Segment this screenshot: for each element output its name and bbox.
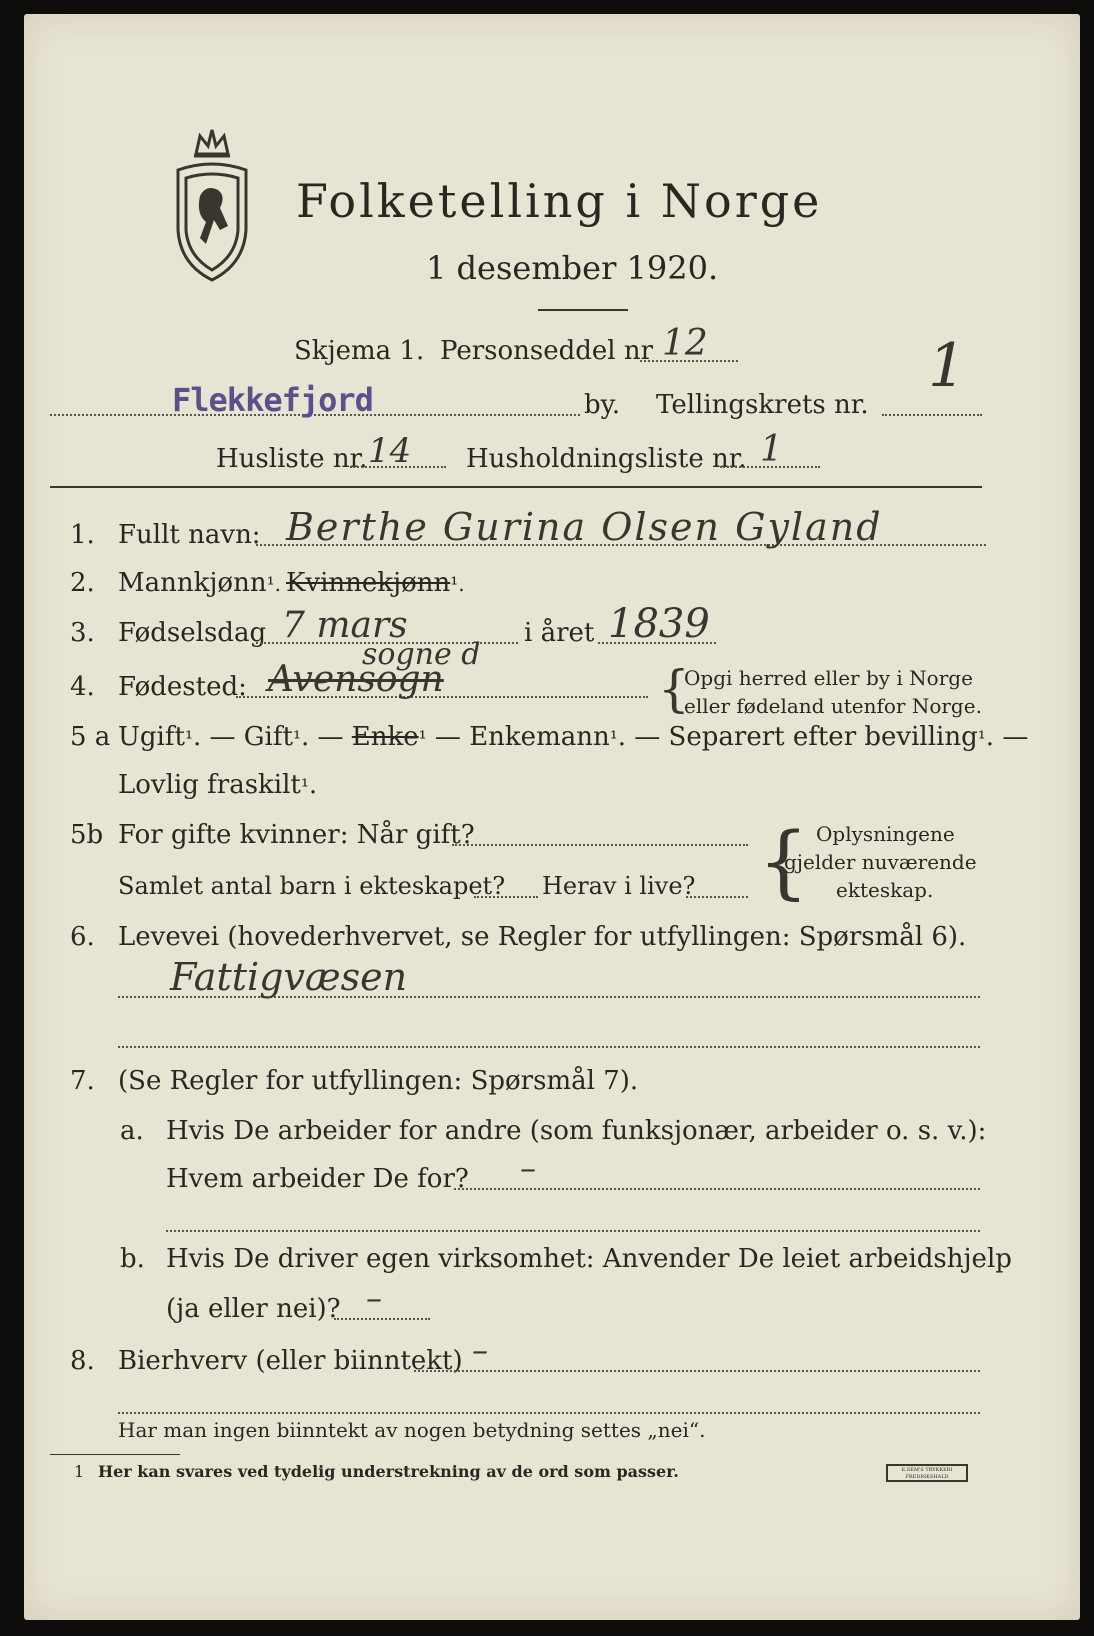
q4-note-line2: eller fødeland utenfor Norge. [684,694,982,718]
q3-year-value[interactable]: 1839 [608,601,710,647]
q6-value[interactable]: Fattigvæsen [170,955,408,999]
place-stamp: Flekkefjord [172,381,373,419]
q4-number: 4. [70,672,95,702]
q5a-number: 5 a [70,722,111,752]
q7-label: (Se Regler for utfyllingen: Spørsmål 7). [118,1066,639,1096]
q8-number: 8. [70,1346,95,1376]
footnote-mark: 1 [74,1462,85,1481]
q5b-note-line2: gjelder nuværende [784,850,977,874]
husliste-label: Husliste nr. [216,444,368,474]
q7b-number: b. [120,1244,145,1274]
q7a-value[interactable]: – [520,1149,536,1187]
q2-male: Mannkjønn¹. [118,568,281,598]
form-title: Folketelling i Norge [296,174,823,228]
q3-year-label: i året [524,618,595,648]
q6-line-2 [118,1046,980,1048]
q5b-live-label: Herav i live? [542,872,696,900]
q4-note-brace: { [658,660,690,718]
footnote-text: Her kan svares ved tydelig understrekning av de ord som passer. [98,1462,679,1481]
personseddel-value[interactable]: 12 [662,323,708,364]
q2-female: Kvinnekjønn¹. [286,568,465,598]
header-rule [50,486,982,488]
q7a-number: a. [120,1116,144,1146]
q6-number: 6. [70,922,95,952]
norwegian-coat-of-arms-icon [166,126,258,284]
footnote-rule [50,1454,180,1455]
q5a-separert[interactable]: Separert efter bevilling [668,722,978,752]
q7b-sub-label: (ja eller nei)? [166,1294,341,1324]
title-divider [538,309,628,311]
q7a-line-2 [166,1230,980,1232]
q7a-line-1 [454,1188,980,1190]
by-label: by. [584,390,621,420]
husholdningsliste-value[interactable]: 1 [760,429,783,470]
q5b-note-brace: { [758,815,809,908]
q2-female-label[interactable]: Kvinnekjønn [286,568,451,598]
tellingskrets-value[interactable]: 1 [928,331,967,401]
q7b-label: Hvis De driver egen virksomhet: Anvender De leiet arbeidshjelp [166,1244,1012,1274]
q5b-number: 5b [70,820,104,850]
husholdningsliste-label: Husholdningsliste nr. [466,444,747,474]
husliste-value[interactable]: 14 [368,431,412,471]
q5b-note-line3: ekteskap. [836,878,934,902]
q1-number: 1. [70,520,95,550]
q5b-label: For gifte kvinner: Når gift? [118,820,475,850]
q8-note: Har man ingen biinntekt av nogen betydning settes „nei“. [118,1418,706,1442]
q7b-line [334,1318,430,1320]
tellingskrets-label: Tellingskrets nr. [656,390,869,420]
printer-mark: E.SEM'S TRYKKERI FREDRIKSHALD [886,1464,968,1482]
q2-male-label[interactable]: Mannkjønn [118,568,267,598]
personseddel-label: Personseddel nr [440,336,654,366]
q1-label: Fullt navn: [118,520,261,550]
q3-value[interactable]: 7 mars [282,605,408,646]
q4-value-correction[interactable]: sogne d [362,637,481,672]
q5a-fraskilt[interactable]: Lovlig fraskilt [118,770,301,800]
q7a-sub-label: Hvem arbeider De for? [166,1164,469,1194]
q5a-fraskilt-line: Lovlig fraskilt¹. [118,770,318,800]
q5a-ugift[interactable]: Ugift [118,722,185,752]
skjema-label: Skjema 1. [294,336,425,366]
q5b-barn-label: Samlet antal barn i ekteskapet? [118,872,506,900]
q7b-value[interactable]: – [366,1279,382,1317]
q5a-enke[interactable]: Enke [351,722,419,752]
tellingskrets-line [882,414,982,416]
q5a-options: Ugift¹. — Gift¹. — Enke¹ — Enkemann¹. — Separert efter bevilling¹. — [118,722,1029,752]
q3-number: 3. [70,618,95,648]
q8-value[interactable]: – [472,1331,488,1369]
q3-label: Fødselsdag [118,618,267,648]
q5a-enkemann[interactable]: Enkemann [469,722,610,752]
q6-label: Levevei (hovederhvervet, se Regler for utfyllingen: Spørsmål 6). [118,922,967,952]
q5b-when-line [452,844,748,846]
q8-line-1 [414,1370,980,1372]
q4-value[interactable]: Avensogn [268,659,444,700]
q8-label: Bierhverv (eller biinntekt) [118,1346,463,1376]
form-date: 1 desember 1920. [426,249,719,287]
census-form-sheet [24,14,1080,1620]
q5b-barn-line [474,896,538,898]
q7-number: 7. [70,1066,95,1096]
q4-label: Fødested: [118,672,247,702]
q5a-gift[interactable]: Gift [243,722,293,752]
q1-value[interactable]: Berthe Gurina Olsen Gyland [286,505,883,549]
q7a-label: Hvis De arbeider for andre (som funksjonær, arbeider o. s. v.): [166,1116,987,1146]
q2-number: 2. [70,568,95,598]
q5b-note-line1: Oplysningene [816,822,955,846]
q5b-live-line [686,896,748,898]
q8-line-2 [118,1412,980,1414]
q4-note-line1: Opgi herred eller by i Norge [684,666,973,690]
